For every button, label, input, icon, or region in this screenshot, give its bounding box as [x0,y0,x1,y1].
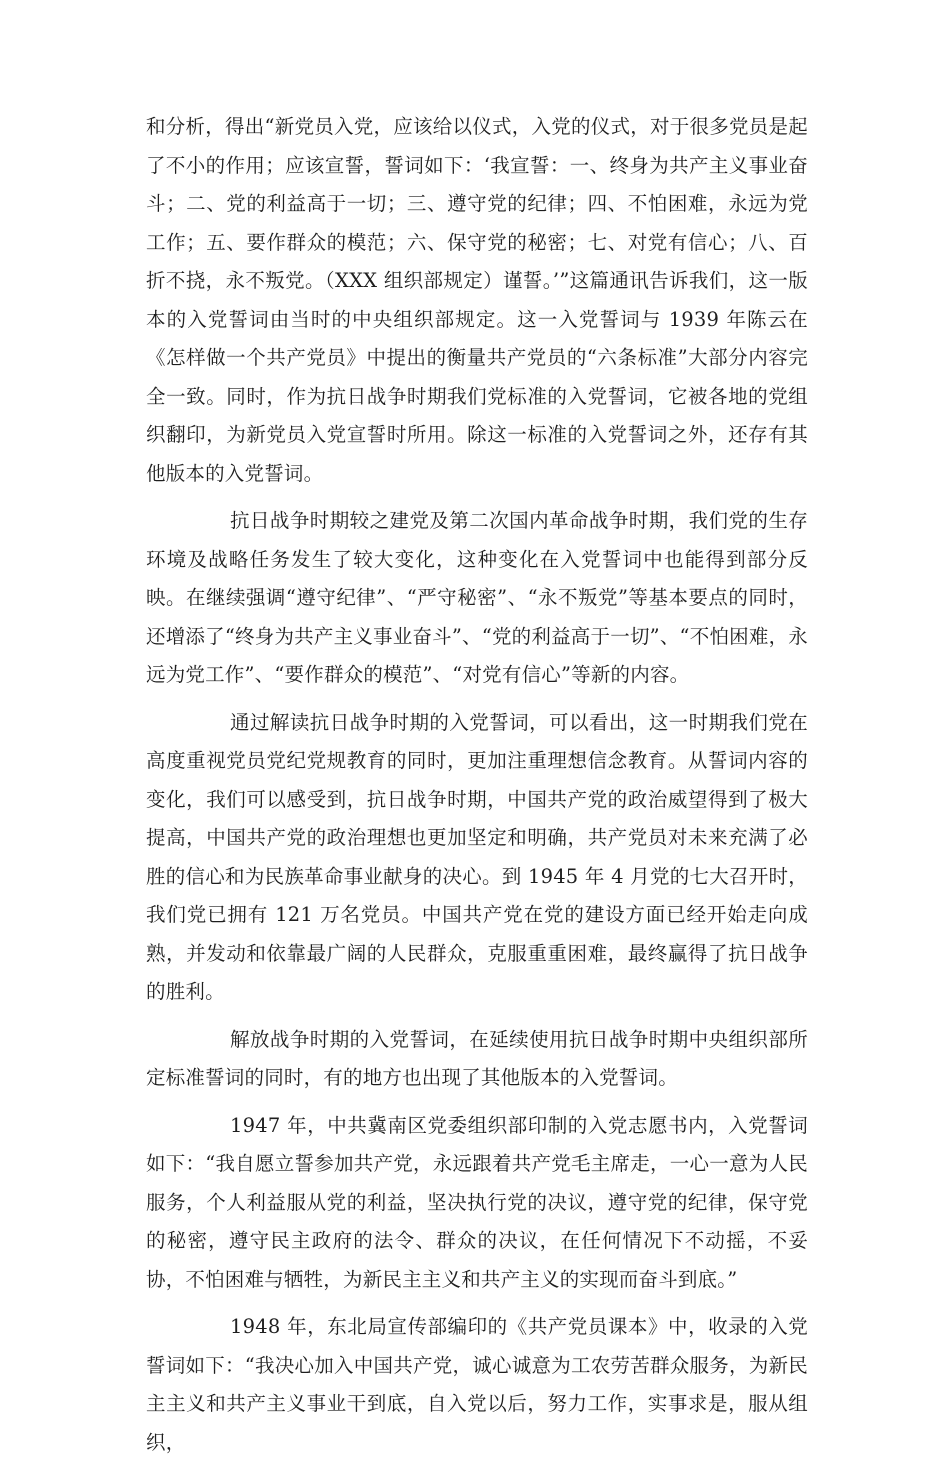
paragraph-1948-oath: 1948 年，东北局宣传部编印的《共产党员课本》中，收录的入党誓词如下：“我决心加入中国共产党，诚心诚意为工农劳苦群众服务，为新民主主义和共产主义事业干到底，自入党以后，努力工作，实事求是，服从组织， [146,1315,808,1454]
paragraph-1947-oath: 1947 年，中共冀南区党委组织部印制的入党志愿书内，入党誓词如下：“我自愿立誓参加共产党，永远跟着共产党毛主席走，一心一意为人民服务，个人利益服从党的利益，坚决执行党的决议，遵守党的纪律，保守党的秘密，遵守民主政府的法令、群众的决议，在任何情况下不动摇，不妥协，不怕困难与牺牲，为新民主主义和共产主义的实现而奋斗到底。” [146,1113,808,1291]
paragraph-oath-1930s-continued: 和分析，得出“新党员入党，应该给以仪式，入党的仪式，对于很多党员是起了不小的作用；应该宣誓，誓词如下：‘我宣誓：一、终身为共产主义事业奋斗；二、党的利益高于一切；三、遵守党的纪律；四、不怕困难，永远为党工作；五、要作群众的模范；六、保守党的秘密；七、对党有信心；八、百折不挠，永不叛党。（XXX 组织部规定）谨誓。’”这篇通讯告诉我们，这一版本的入党誓词由当时的中央组织部规定。这一入党誓词与 1939 年陈云在《怎样做一个共产党员》中提出的衡量共产党员的“六条标准”大部分内容完全一致。同时，作为抗日战争时期我们党标准的入党誓词，它被各地的党组织翻印，为新党员入党宣誓时所用。除这一标准的入党誓词之外，还存有其他版本的入党誓词。 [146,115,808,485]
paragraph-liberation-war: 解放战争时期的入党誓词，在延续使用抗日战争时期中央组织部所定标准誓词的同时，有的地方也出现了其他版本的入党誓词。 [146,1027,808,1089]
paragraph-anti-japanese-war-changes: 抗日战争时期较之建党及第二次国内革命战争时期，我们党的生存环境及战略任务发生了较大变化，这种变化在入党誓词中也能得到部分反映。在继续强调“遵守纪律”、“严守秘密”、“永不叛党”等基本要点的同时，还增添了“终身为共产主义事业奋斗”、“党的利益高于一切”、“不怕困难，永远为党工作”、“要作群众的模范”、“对党有信心”等新的内容。 [146,509,808,686]
document-body [146,108,808,1471]
paragraph-interpretation: 通过解读抗日战争时期的入党誓词，可以看出，这一时期我们党在高度重视党员党纪党规教育的同时，更加注重理想信念教育。从誓词内容的变化，我们可以感受到，抗日战争时期，中国共产党的政治威望得到了极大提高，中国共产党的政治理想也更加坚定和明确，共产党员对未来充满了必胜的信心和为民族革命事业献身的决心。到 1945 年 4 月党的七大召开时，我们党已拥有 121 万名党员。中国共产党在党的建设方面已经开始走向成熟，并发动和依靠最广阔的人民群众，克服重重困难，最终赢得了抗日战争的胜利。 [146,710,808,1003]
